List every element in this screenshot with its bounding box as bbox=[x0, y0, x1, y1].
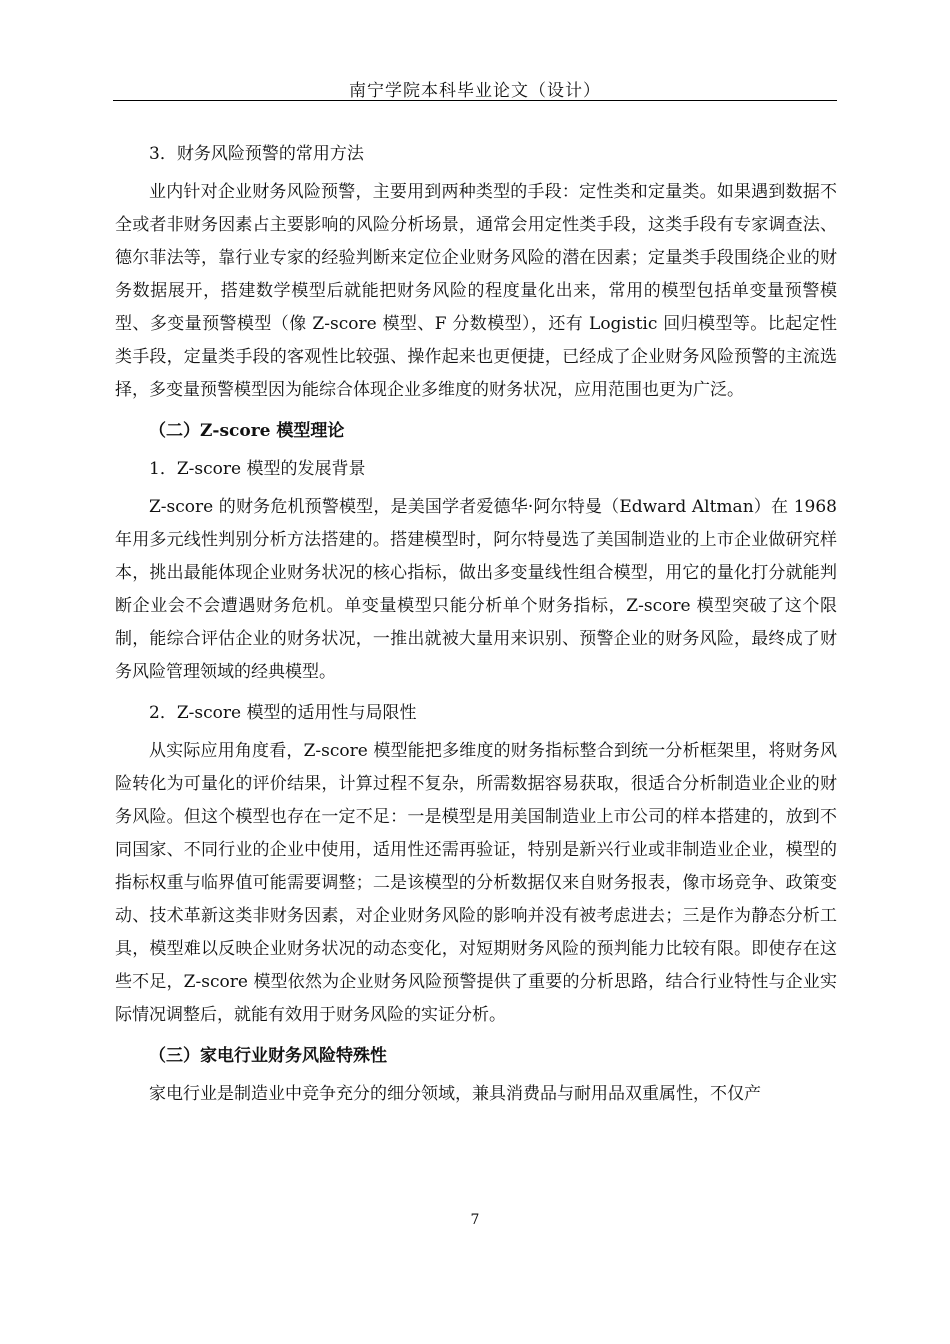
subsection-heading-methods: 3．财务风险预警的常用方法 bbox=[149, 144, 364, 164]
page-number: 7 bbox=[470, 1212, 480, 1228]
page-header-title: 南宁学院本科毕业论文（设计） bbox=[349, 81, 601, 101]
document-body bbox=[115, 138, 837, 1119]
paragraph-applicability: 从实际应用角度看，Z-score 模型能把多维度的财务指标整合到统一分析框架里，将财务风险转化为可量化的评价结果，计算过程不复杂，所需数据容易获取，很适合分析制造业企业的财务风险。但这个模型也存在一定不足：一是模型是用美国制造业上市公司的样本搭建的，放到不同国家、不同行业的企业中使用，适用性还需再验证，特别是新兴行业或非制造业企业，模型的指标权重与临界值可能需要调整；二是该模型的分析数据仅来自财务报表，像市场竞争、政策变动、技术革新这类非财务因素，对企业财务风险的影响并没有被考虑进去；三是作为静态分析工具，模型难以反映企业财务状况的动态变化，对短期财务风险的预判能力比较有限。即使存在这些不足，Z-score 模型依然为企业财务风险预警提供了重要的分析思路，结合行业特性与企业实际情况调整后，就能有效用于财务风险的实证分析。 bbox=[115, 741, 837, 1025]
header-rule bbox=[113, 100, 837, 101]
subsection-heading-applicability: 2．Z-score 模型的适用性与局限性 bbox=[149, 703, 417, 723]
section-heading-zscore-theory: （二）Z-score 模型理论 bbox=[149, 421, 345, 441]
paragraph-methods: 业内针对企业财务风险预警，主要用到两种类型的手段：定性类和定量类。如果遇到数据不全或者非财务因素占主要影响的风险分析场景，通常会用定性类手段，这类手段有专家调查法、德尔菲法等，靠行业专家的经验判断来定位企业财务风险的潜在因素；定量类手段围绕企业的财务数据展开，搭建数学模型后就能把财务风险的程度量化出来，常用的模型包括单变量预警模型、多变量预警模型（像 Z-score 模型、F 分数模型），还有 Logistic 回归模型等。比起定性类手段，定量类手段的客观性比较强、操作起来也更便捷，已经成了企业财务风险预警的主流选择，多变量预警模型因为能综合体现企业多维度的财务状况，应用范围也更为广泛。 bbox=[115, 182, 837, 400]
paragraph-background: Z-score 的财务危机预警模型，是美国学者爱德华·阿尔特曼（Edward Altman）在 1968 年用多元线性判别分析方法搭建的。搭建模型时，阿尔特曼选了美国制造业的上市企业做研究样本，挑出最能体现企业财务状况的核心指标，做出多变量线性组合模型，用它的量化打分就能判断企业会不会遭遇财务危机。单变量模型只能分析单个财务指标，Z-score 模型突破了这个限制，能综合评估企业的财务状况，一推出就被大量用来识别、预警企业的财务风险，最终成了财务风险管理领域的经典模型。 bbox=[115, 497, 837, 682]
paragraph-appliance-industry: 家电行业是制造业中竞争充分的细分领域，兼具消费品与耐用品双重属性，不仅产 bbox=[149, 1084, 761, 1104]
section-heading-appliance-industry: （三）家电行业财务风险特殊性 bbox=[149, 1046, 387, 1066]
subsection-heading-background: 1．Z-score 模型的发展背景 bbox=[149, 459, 366, 479]
